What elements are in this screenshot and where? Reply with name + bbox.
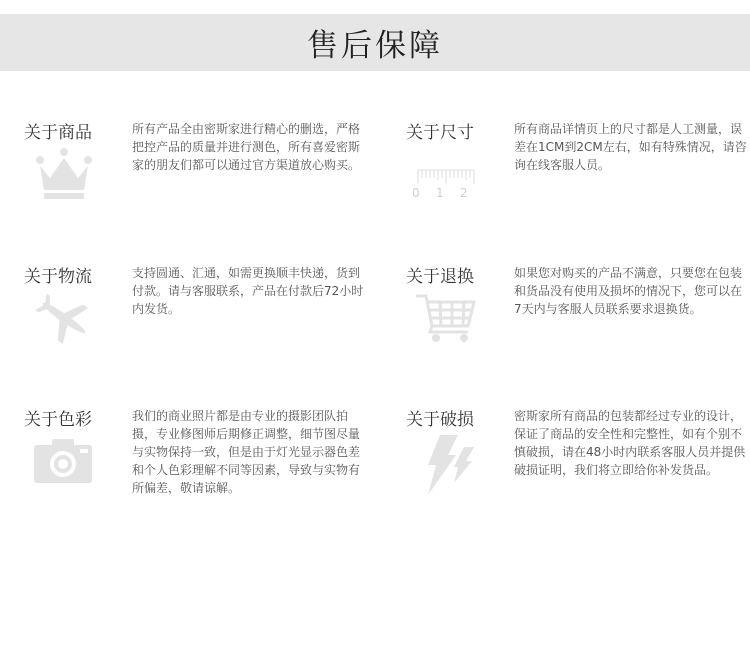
- section-logistics: [24, 262, 384, 382]
- header-banner: [0, 14, 750, 71]
- camera-icon: [32, 433, 96, 489]
- ruler-label-2: 2: [460, 186, 468, 200]
- lightning-icon: [414, 433, 478, 489]
- section-title: 关于退换: [406, 267, 474, 287]
- section-title: 关于色彩: [24, 410, 92, 430]
- section-text: 所有产品全由密斯家进行精心的删选，严格把控产品的质量并进行测色，所有喜爱密斯家的朋友们都可以通过官方渠道放心购买。: [132, 122, 361, 172]
- ruler-icon: [414, 146, 478, 202]
- section-text: 如果您对购买的产品不满意，只要您在包装和货品没有使用及损坏的情况下，您可以在7天内与客服人员联系要求退换货。: [514, 266, 743, 316]
- section-title: 关于破损: [406, 410, 474, 430]
- section-size: [406, 118, 750, 238]
- section-title: 关于尺寸: [406, 123, 474, 143]
- section-damage: [406, 405, 750, 525]
- ruler-label-0: 0: [412, 186, 420, 200]
- section-title: 关于物流: [24, 267, 92, 287]
- crown-icon: [32, 146, 96, 202]
- section-color: [24, 405, 384, 525]
- section-text: 支持圆通、汇通，如需更换顺丰快递，货到付款。请与客服联系，产品在付款后72小时内发货。: [132, 266, 364, 316]
- airplane-icon: [32, 290, 96, 346]
- page-title: 售后保障: [307, 28, 443, 64]
- ruler-label-1: 1: [436, 186, 444, 200]
- section-title: 关于商品: [24, 123, 92, 143]
- section-returns: [406, 262, 750, 382]
- section-products: [24, 118, 384, 238]
- section-text: 我们的商业照片都是由专业的摄影团队拍摄，专业修图师后期修正调整，细节图尽量与实物保持一致，但是由于灯光显示器色差和个人色彩理解不同等因素，导致与实物有所偏差，敬请谅解。: [132, 409, 361, 495]
- section-text: 所有商品详情页上的尺寸都是人工测量，误差在1CM到2CM左右，如有特殊情况，请咨询在线客服人员。: [514, 122, 747, 172]
- shopping-cart-icon: [414, 290, 478, 346]
- section-text: 密斯家所有商品的包装都经过专业的设计，保证了商品的安全性和完整性，如有个别不慎破损，请在48小时内联系客服人员并提供破损证明，我们将立即给你补发货品。: [514, 409, 746, 477]
